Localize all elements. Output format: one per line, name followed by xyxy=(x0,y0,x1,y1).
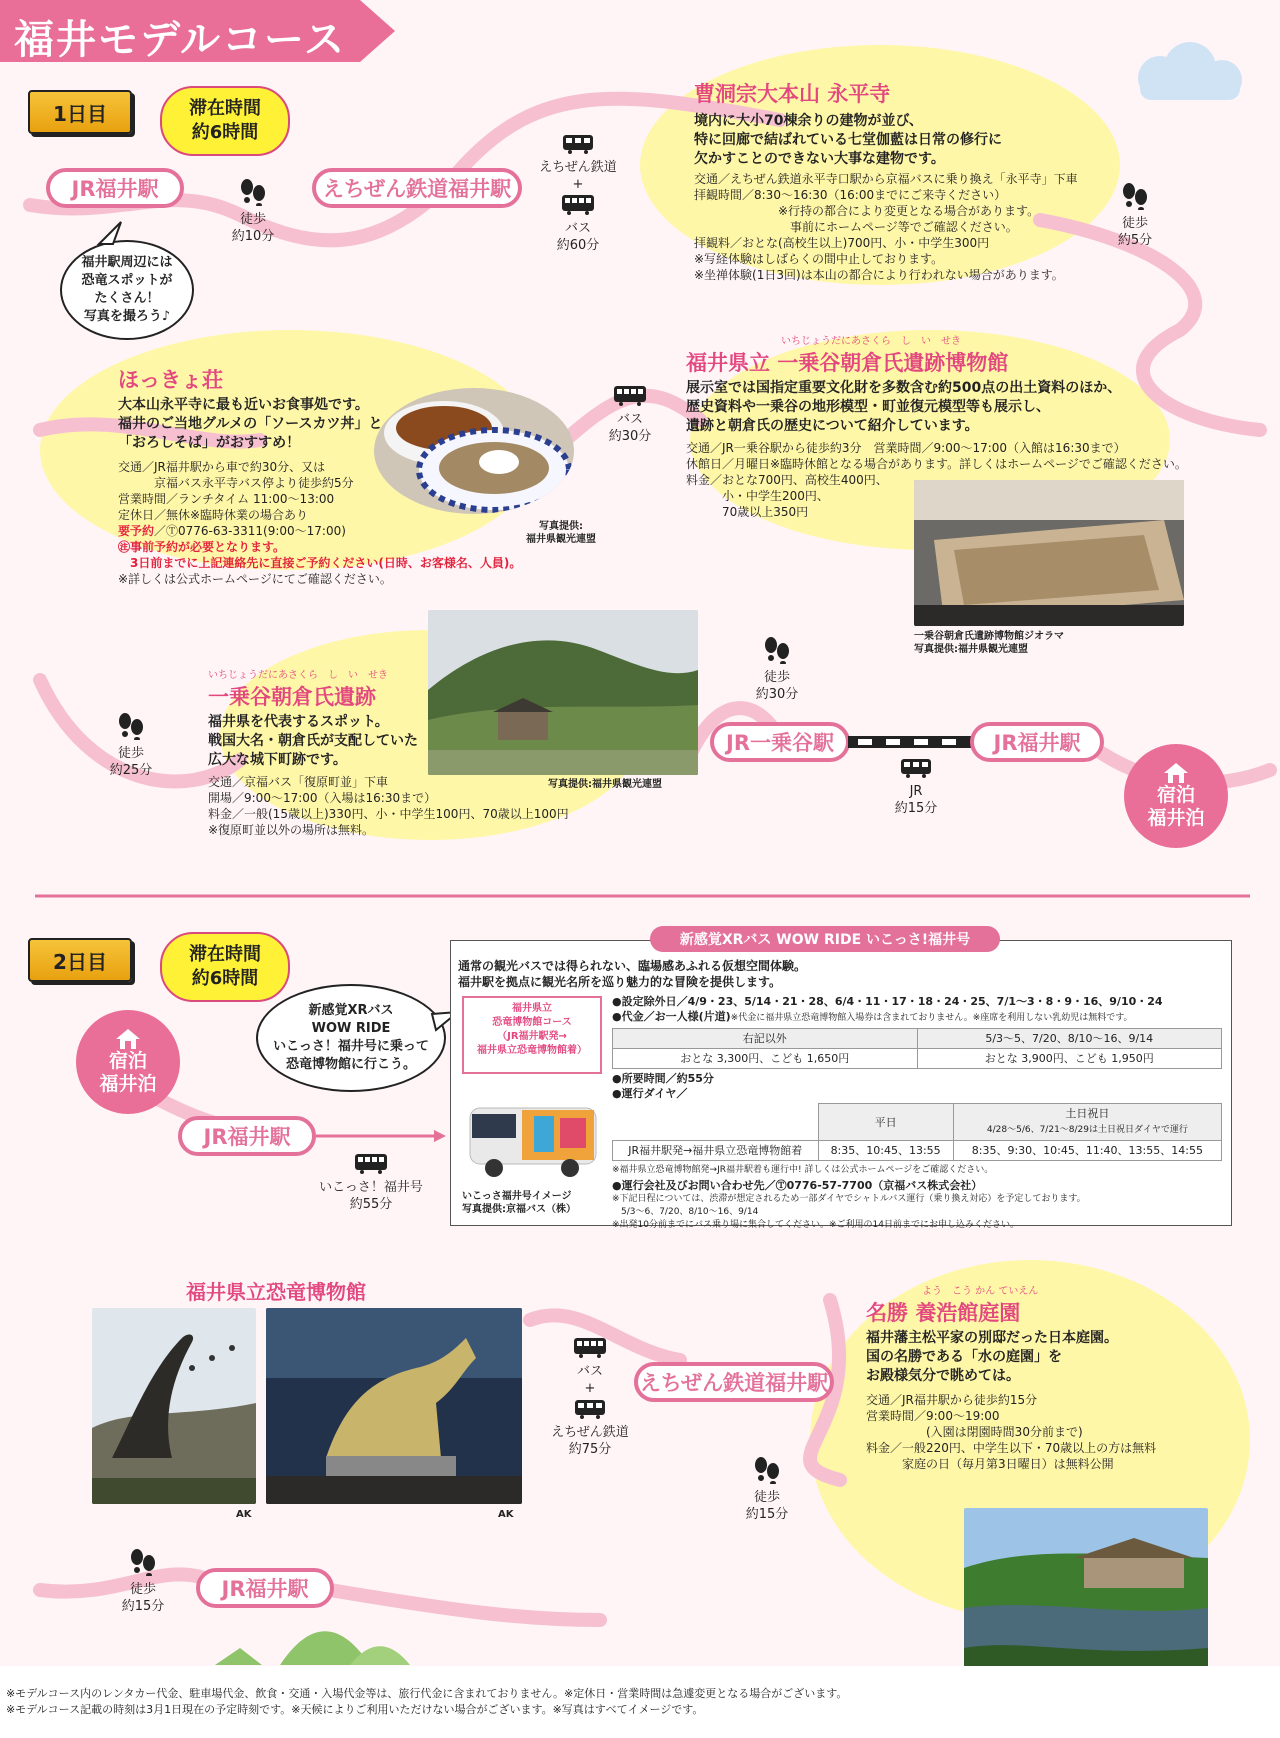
day2-badge: 2日目 xyxy=(28,938,132,982)
photo-caption xyxy=(914,630,1064,656)
transit-label: 徒歩 xyxy=(117,746,144,761)
info-line: ※坐禅体験(1日3回)は本山の都合により行われない場合があります。 xyxy=(694,268,1064,282)
footer-note: ※モデルコース記載の時刻は3月1日現在の予定時刻です。※天候によりご利用いただけない場合がございます。※写真はすべてイメージです。 xyxy=(6,1703,704,1716)
station-jr-fukui-final[interactable]: JR福井駅 xyxy=(196,1568,334,1608)
info-line: 70歳以上350円 xyxy=(686,505,809,519)
fare-header: 5/3〜5、7/20、8/10〜16、9/14 xyxy=(917,1029,1222,1049)
xr-intro xyxy=(458,958,1218,990)
transit-time: 約60分 xyxy=(556,238,600,253)
fare-table xyxy=(612,1028,1222,1069)
station-jr-ichijodani[interactable]: JR一乗谷駅 xyxy=(710,722,850,762)
reservation-tel: ／Ⓣ0776-63-3311(9:00〜17:00) xyxy=(154,524,346,538)
lead-line: 戦国大名・朝倉氏が支配していた xyxy=(208,733,418,749)
transit-time: 約30分 xyxy=(755,687,799,702)
schedule-header: 平日 xyxy=(818,1104,953,1141)
photo-caption: AK xyxy=(498,1509,514,1520)
schedule-row-label: JR福井駅発→福井県立恐竜博物館着 xyxy=(613,1141,819,1161)
info-line: 拝観時間／8:30〜16:30（16:00までにご来寺ください） xyxy=(694,188,1007,202)
transit-walk-15 xyxy=(740,1456,794,1523)
fare-note: ※代金に福井県立恐竜博物館入場券は含まれておりません。※座席を利用しない乳幼児は無料です。 xyxy=(730,1013,1133,1023)
info-line: 定休日／無休※臨時休業の場合あり xyxy=(118,508,309,522)
transit-label: バス xyxy=(616,412,643,427)
station-jr-fukui-day2[interactable]: JR福井駅 xyxy=(178,1116,316,1156)
schedule-table xyxy=(612,1103,1222,1161)
info-line: 料金／一般(15歳以上)330円、小・中学生100円、70歳以上100円 xyxy=(208,807,569,821)
footprints-icon xyxy=(762,636,792,664)
transit-line1: えちぜん鉄道 xyxy=(539,160,617,175)
photo-caption: AK xyxy=(236,1509,252,1520)
transit-walk-15-return xyxy=(118,1548,168,1615)
transit-label: 徒歩 xyxy=(239,212,266,227)
schedule-header-sub: 4/28〜5/6、7/21〜8/29は土日祝日ダイヤで運行 xyxy=(986,1125,1188,1135)
spot-title: 一乗谷朝倉氏遺跡 xyxy=(208,685,376,709)
lead-line: 福井県を代表するスポット。 xyxy=(208,714,389,730)
transit-time: 約15分 xyxy=(894,801,938,816)
page-title: 福井モデルコース xyxy=(14,17,346,63)
fare-value: おとな 3,900円、こども 1,950円 xyxy=(917,1049,1222,1069)
overnight-label: 宿泊 xyxy=(108,1050,147,1072)
spot-title: 曹洞宗大本山 永平寺 xyxy=(694,82,891,106)
house-icon xyxy=(1163,762,1189,784)
lead-line: 福井藩主松平家の別邸だった日本庭園。 xyxy=(866,1330,1118,1346)
footprints-icon xyxy=(1120,182,1150,210)
transit-time: 約25分 xyxy=(109,763,153,778)
stay-label: 滞在時間 xyxy=(189,98,261,119)
xr-contact: ●運行会社及びお問い合わせ先／Ⓣ0776-57-7700（京福バス株式会社） xyxy=(612,1179,983,1192)
schedule-value: 8:35、10:45、13:55 xyxy=(818,1141,953,1161)
warning-line: ㊟事前予約が必要となります。 xyxy=(118,540,286,554)
xr-details xyxy=(612,994,1224,1232)
info-line: 開場／9:00〜17:00（入場は16:30まで） xyxy=(208,791,437,805)
overnight-fukui-day2 xyxy=(76,1010,180,1114)
caption-line: 写真提供: xyxy=(539,521,583,532)
bubble-line: 福井駅周辺には xyxy=(81,255,173,270)
lead-line: 境内に大小70棟余りの建物が並び、 xyxy=(694,113,923,129)
fare-header: 右記以外 xyxy=(613,1029,918,1049)
fare-value: おとな 3,300円、こども 1,650円 xyxy=(613,1049,918,1069)
spot-ruby: よう こう かん ていえん xyxy=(922,1286,1039,1297)
schedule-heading: ●運行ダイヤ／ xyxy=(612,1087,688,1100)
stay-value: 約6時間 xyxy=(191,122,259,143)
reservation-label: 要予約 xyxy=(118,524,155,538)
xr-note: ※下記日程については、渋滞が想定されるため一部ダイヤでシャトルバス運行（乗り換え対応）を予定しております。 xyxy=(612,1194,1086,1204)
xr-note: ※出発10分前までにバス乗り場に集合してください。※ご利用の14日前までにお申し込みください。 xyxy=(612,1220,1019,1230)
tip-bubble-dino-spots xyxy=(60,240,194,340)
info-line: 拝観料／おとな(高校生以上)700円、小・中学生300円 xyxy=(694,236,990,250)
overnight-place: 福井泊 xyxy=(99,1073,157,1095)
lead-line: 遺跡と朝倉氏の歴史について紹介しています。 xyxy=(686,418,979,434)
train-icon xyxy=(562,132,594,154)
spot-lead xyxy=(686,379,1246,436)
bubble-line: いこっさ！福井号に乗って xyxy=(273,1039,429,1054)
transit-time: 約30分 xyxy=(608,429,652,444)
overnight-label: 宿泊 xyxy=(1156,784,1195,806)
stay-label: 滞在時間 xyxy=(189,944,261,965)
transit-time: 約15分 xyxy=(745,1507,789,1522)
empty-header xyxy=(613,1104,819,1141)
spot-lead xyxy=(694,112,1114,169)
reservation-line xyxy=(118,523,538,539)
overnight-place: 福井泊 xyxy=(1147,807,1205,829)
lead-line: 大本山永平寺に最も近いお食事処です。 xyxy=(118,397,369,413)
photo-sauce-katsudon xyxy=(374,388,574,514)
footprints-icon xyxy=(128,1548,158,1576)
caption-line: 一乗谷朝倉氏遺跡博物館ジオラマ xyxy=(914,631,1064,642)
xr-bus-title: 新感覚XRバス WOW RIDE いこっさ!福井号 xyxy=(650,926,1000,952)
bus-icon xyxy=(573,1336,607,1358)
bubble-line: 写真を撮ろう♪ xyxy=(83,309,171,324)
transit-walk-25 xyxy=(106,712,156,779)
info-line: 事前にホームページ等でご確認ください。 xyxy=(694,220,1018,234)
caption-line: 写真提供:京福バス（株） xyxy=(462,1204,576,1215)
transit-time: 約75分 xyxy=(568,1442,612,1457)
spot-title-dino-museum: 福井県立恐竜博物館 xyxy=(186,1280,366,1304)
info-line: ※復原町並以外の場所は無料。 xyxy=(208,823,375,837)
footprints-icon xyxy=(752,1456,782,1484)
footer-notes xyxy=(6,1686,1276,1718)
info-line: ※行持の都合により変更となる場合があります。 xyxy=(694,204,1040,218)
transit-label: 徒歩 xyxy=(1121,216,1148,231)
duration: ●所要時間／約55分 xyxy=(612,1072,714,1085)
bubble-tail xyxy=(95,220,125,246)
lead-line: 福井のご当地グルメの「ソースカツ丼」と xyxy=(118,416,383,432)
fare-heading: ●代金／お一人様(片道) xyxy=(612,1010,731,1023)
photo-caption xyxy=(462,1190,576,1216)
transit-line1: いこっさ！福井号 xyxy=(319,1180,423,1195)
photo-dino-skeleton xyxy=(92,1308,256,1504)
transit-jr-15 xyxy=(888,756,944,817)
day1-stay-time xyxy=(160,86,290,156)
transit-label: 徒歩 xyxy=(129,1582,156,1597)
xr-note: ※福井県立恐竜博物館発→JR福井駅着も運行中! 詳しくは公式ホームページをご確認ください。 xyxy=(612,1165,994,1175)
photo-caption xyxy=(526,520,596,546)
info-line: 料金／おとな700円、高校生400円、 xyxy=(686,473,888,487)
transit-bus-echizen-75 xyxy=(550,1336,630,1458)
info-line: 交通／JR福井駅から車で約30分、又は xyxy=(118,460,326,474)
train-icon xyxy=(574,1397,606,1419)
caption-line: 写真提供:福井県観光連盟 xyxy=(914,644,1028,655)
transit-label: JR xyxy=(909,784,923,799)
info-line: 料金／一般220円、中学生以下・70歳以上の方は無料 xyxy=(866,1441,1157,1455)
station-echizen-fukui[interactable]: えちぜん鉄道福井駅 xyxy=(312,168,522,208)
train-icon xyxy=(900,756,932,778)
transit-label: 徒歩 xyxy=(763,670,790,685)
course-line: （JR福井駅発→ xyxy=(497,1031,567,1042)
xr-note: 5/3〜6、7/20、8/10〜16、9/14 xyxy=(612,1207,759,1217)
transit-walk-30 xyxy=(752,636,802,703)
spot-title xyxy=(866,1297,1236,1327)
info-line: 家庭の日（毎月第3日曜日）は無料公開 xyxy=(866,1457,1114,1471)
photo-asakura-ruins xyxy=(428,610,698,775)
transit-plus: + xyxy=(584,1381,596,1396)
photo-museum-diorama xyxy=(914,480,1184,626)
rail-track xyxy=(848,734,974,750)
spot-ruby: いちじょうだにあさくら し い せき xyxy=(208,670,388,681)
spot-title: 福井県立 一乗谷朝倉氏遺跡博物館 xyxy=(686,351,1009,375)
info-line: ※写経体験はしばらくの間中止しております。 xyxy=(694,252,944,266)
bubble-line: たくさん！ xyxy=(94,291,160,306)
transit-line2: バス xyxy=(564,221,591,236)
day2-stay-time xyxy=(160,932,290,1002)
transit-line2: えちぜん鉄道 xyxy=(551,1425,629,1440)
transit-time: 約55分 xyxy=(349,1197,393,1212)
caption-line: 福井県観光連盟 xyxy=(526,534,596,545)
info-line: 営業時間／9:00〜19:00 xyxy=(866,1409,1000,1423)
lead-line: お殿様気分で眺めては。 xyxy=(866,1368,1020,1384)
bubble-line: WOW RIDE xyxy=(311,1021,391,1036)
lead-line: 展示室では国指定重要文化財を多数含む約500点の出土資料のほか、 xyxy=(686,380,1122,396)
overnight-fukui-day1 xyxy=(1124,744,1228,848)
schedule-header-label: 土日祝日 xyxy=(1065,1107,1110,1120)
route-arrow xyxy=(316,1128,448,1144)
transit-time: 約15分 xyxy=(121,1599,165,1614)
exclusion-dates: ●設定除外日／4/9・23、5/14・21・28、6/4・11・17・18・24・25、7/1〜3・8・9・16、9/10・24 xyxy=(612,995,1163,1008)
transit-label: 徒歩 xyxy=(753,1490,780,1505)
lead-line: 欠かすことのできない大事な建物です。 xyxy=(694,151,945,167)
lead-line: 歴史資料や一乗谷の地形模型・町並復元模型等も展示し、 xyxy=(686,399,1050,415)
info-line: 営業時間／ランチタイム 11:00〜13:00 xyxy=(118,492,335,506)
day1-badge: 1日目 xyxy=(28,90,132,134)
footer-note: ※モデルコース内のレンタカー代金、駐車場代金、飲食・交通・入場代金等は、旅行代金に含まれておりません。※定休日・営業時間は急遽変更となる場合がございます。 xyxy=(6,1687,848,1700)
station-jr-fukui[interactable]: JR福井駅 xyxy=(46,168,184,208)
lead-line: 国の名勝である「水の庭園」を xyxy=(866,1349,1062,1365)
spot-ruby: いちじょうだにあさくら し い せき xyxy=(781,336,961,347)
bus-icon xyxy=(354,1152,388,1174)
photo-trex xyxy=(266,1308,522,1504)
info-line: 休館日／月曜日※臨時休館となる場合があります。詳しくはホームページでご確認ください。 xyxy=(686,457,1187,471)
info-line: 交通／JR福井駅から徒歩約15分 xyxy=(866,1393,1038,1407)
tip-bubble-xr-bus xyxy=(256,984,446,1092)
transit-line1: バス xyxy=(576,1364,603,1379)
xr-course-label xyxy=(462,996,602,1074)
transit-plus: + xyxy=(572,177,584,192)
photo-caption: 写真提供:福井県観光連盟 xyxy=(548,779,662,790)
spot-info xyxy=(694,171,1114,283)
xr-notes xyxy=(612,1193,1224,1232)
spot-eiheiji xyxy=(694,78,1114,283)
info-note: ※詳しくは公式ホームページにてご確認ください。 xyxy=(118,572,392,586)
intro-line: 通常の観光バスでは得られない、臨場感あふれる仮想空間体験。 xyxy=(458,959,807,973)
transit-walk-10 xyxy=(225,178,281,245)
stay-value: 約6時間 xyxy=(191,968,259,989)
bubble-line: 恐竜スポットが xyxy=(81,273,173,288)
photo-yokokan-garden xyxy=(964,1508,1208,1670)
bus-icon xyxy=(561,193,595,215)
station-echizen-fukui-day2[interactable]: えちぜん鉄道福井駅 xyxy=(634,1362,834,1402)
info-line: 交通／えちぜん鉄道永平寺口駅から京福バスに乗り換え「永平寺」下車 xyxy=(694,172,1078,186)
transit-bus-30 xyxy=(600,384,660,445)
schedule-value: 8:35、9:30、10:45、11:40、13:55、14:55 xyxy=(953,1141,1221,1161)
warning-line: 3日前までに上記連絡先に直接ご予約ください(日時、お客様名、人員)。 xyxy=(118,556,522,570)
info-line: 交通／JR一乗谷駅から徒歩約3分 営業時間／9:00〜17:00（入館は16:30まで） xyxy=(686,441,1126,455)
course-line: 恐竜博物館コース xyxy=(492,1017,572,1028)
transit-time: 約10分 xyxy=(231,229,275,244)
course-line: 福井県立 xyxy=(512,1003,552,1014)
info-line: 交通／京福バス「復原町並」下車 xyxy=(208,775,389,789)
house-icon xyxy=(115,1028,141,1050)
course-line: 福井県立恐竜博物館着） xyxy=(477,1045,587,1056)
footprints-icon xyxy=(238,178,268,206)
spot-title: ほっきょ荘 xyxy=(118,368,223,392)
info-line: (入園は閉園時間30分前まで) xyxy=(866,1425,1083,1439)
lead-line: 広大な城下町跡です。 xyxy=(208,752,347,768)
spot-info xyxy=(866,1392,1236,1472)
spot-lead xyxy=(866,1329,1236,1386)
transit-time: 約5分 xyxy=(1117,233,1153,248)
bubble-line: 恐竜博物館に行こう。 xyxy=(285,1057,416,1072)
transit-xr-bus-55 xyxy=(316,1152,426,1213)
info-line: 小・中学生200円、 xyxy=(686,489,829,503)
lead-line: 特に回廊で結ばれている七堂伽藍は日常の修行に xyxy=(694,132,1002,148)
spot-yokokan-garden xyxy=(866,1282,1236,1472)
schedule-header-weekend xyxy=(953,1104,1221,1141)
title-main: 養浩館庭園 xyxy=(915,1301,1021,1325)
title-prefix: 名勝 xyxy=(866,1301,916,1325)
bubble-line: 新感覚XRバス xyxy=(308,1003,394,1018)
bus-icon xyxy=(613,384,647,406)
caption-line: いこっさ福井号イメージ xyxy=(462,1191,572,1202)
station-jr-fukui-return[interactable]: JR福井駅 xyxy=(970,722,1104,762)
info-line: 京福バス永平寺バス停より徒歩約5分 xyxy=(118,476,354,490)
lead-line: 「おろしそば」がおすすめ！ xyxy=(118,435,301,451)
intro-line: 福井駅を拠点に観光名所を巡り魅力的な冒険を提供します。 xyxy=(458,975,782,989)
photo-xr-bus xyxy=(462,1090,604,1186)
transit-echizen-bus-60 xyxy=(538,132,618,254)
transit-walk-5 xyxy=(1110,182,1160,249)
footprints-icon xyxy=(116,712,146,740)
